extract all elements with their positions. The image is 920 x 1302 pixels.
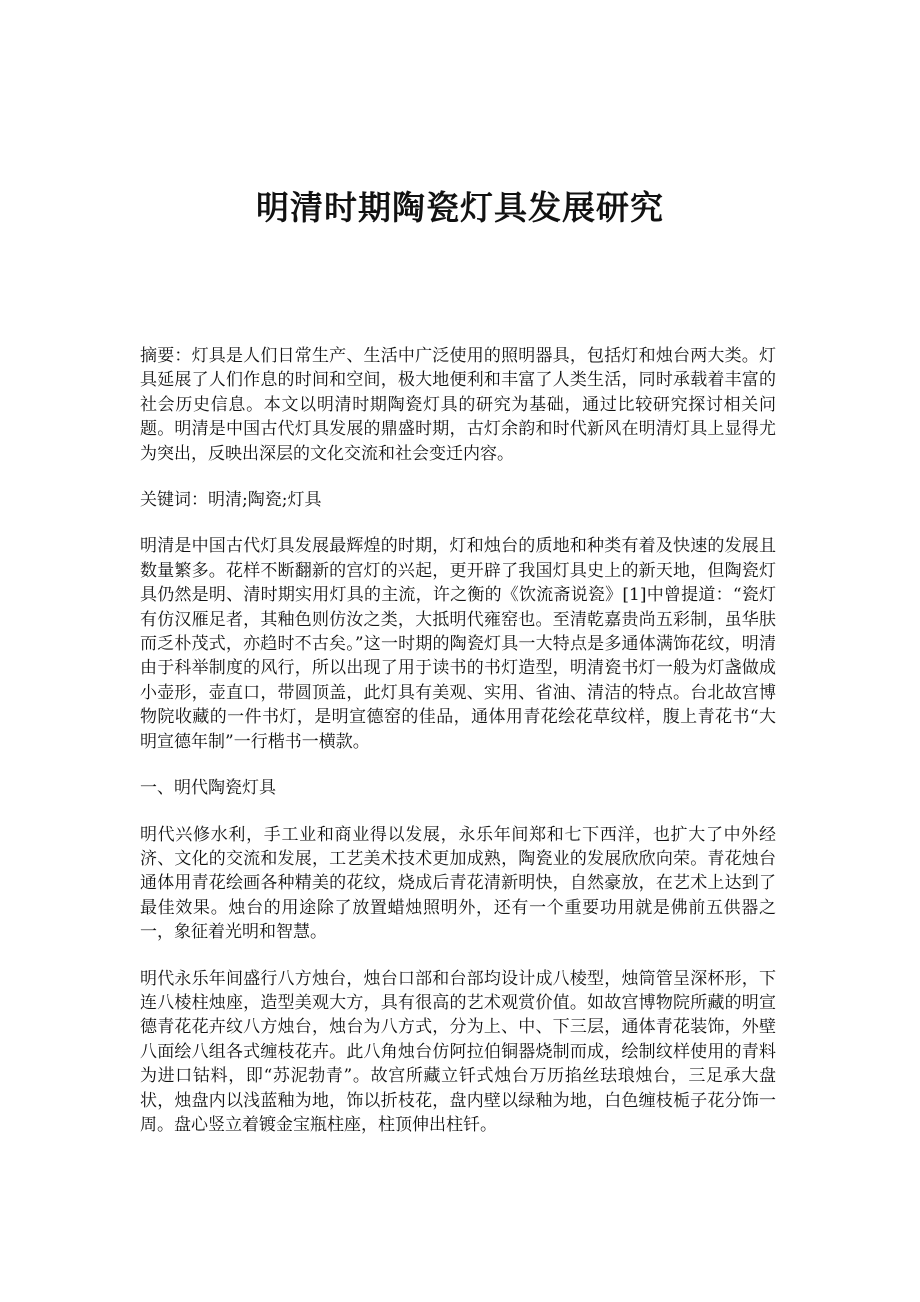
- intro-paragraph: 明清是中国古代灯具发展最辉煌的时期，灯和烛台的质地和种类有着及快速的发展且数量繁多。花样不断翻新的宫灯的兴起，更开辟了我国灯具史上的新天地，但陶瓷灯具仍然是明、清时期实用灯具的主流，许之衡的《饮流斋说瓷》[1]中曾提道：“瓷灯有仿汉雁足者，其釉色则仿汝之类，大抵明代雍窑也。至清乾嘉贵尚五彩制，虽华肤而乏朴茂式，亦趋时不古矣。”这一时期的陶瓷灯具一大特点是多通体满饰花纹，明清由于科举制度的风行，所以出现了用于读书的书灯造型，明清瓷书灯一般为灯盏做成小壶形，壶直口，带圆顶盖，此灯具有美观、实用、省油、清洁的特点。台北故宫博物院收藏的一件书灯，是明宣德窑的佳品，通体用青花绘花草纹样，腹上青花书“大明宣德年制”一行楷书一横款。: [140, 536, 776, 752]
- section-heading: 一、明代陶瓷灯具: [140, 778, 276, 799]
- document-title: 明清时期陶瓷灯具发展研究: [256, 188, 664, 227]
- abstract-paragraph: 摘要：灯具是人们日常生产、生活中广泛使用的照明器具，包括灯和烛台两大类。灯具延展了人们作息的时间和空间，极大地便利和丰富了人类生活，同时承载着丰富的社会历史信息。本文以明清时期陶瓷灯具的研究为基础，通过比较研究探讨相关问题。明清是中国古代灯具发展的鼎盛时期，古灯余韵和时代新风在明清灯具上显得尤为突出，反映出深层的文化交流和社会变迁内容。: [140, 346, 776, 464]
- keywords-paragraph: 关键词：明清;陶瓷;灯具: [140, 490, 322, 511]
- body-paragraph: 明代兴修水利，手工业和商业得以发展，永乐年间郑和七下西洋，也扩大了中外经济、文化的交流和发展，工艺美术技术更加成熟，陶瓷业的发展欣欣向荣。青花烛台通体用青花绘画各种精美的花纹，烧成后青花清新明快，自然豪放，在艺术上达到了最佳效果。烛台的用途除了放置蜡烛照明外，还有一个重要功用就是佛前五供器之一，象征着光明和智慧。: [140, 824, 776, 943]
- document-body: [140, 344, 776, 1137]
- body-paragraph: 明代永乐年间盛行八方烛台，烛台口部和台部均设计成八棱型，烛筒管呈深杯形，下连八棱柱烛座，造型美观大方，具有很高的艺术观赏价值。如故宫博物院所藏的明宣德青花花卉纹八方烛台，烛台为八方式，分为上、中、下三层，通体青花装饰，外壁八面绘八组各式缠枝花卉。此八角烛台仿阿拉伯铜器烧制而成，绘制纹样使用的青料为进口钴料，即“苏泥勃青”。故宫所藏立钎式烛台万历掐丝珐琅烛台，三足承大盘状，烛盘内以浅蓝釉为地，饰以折枝花，盘内壁以绿釉为地，白色缠枝栀子花分饰一周。盘心竖立着镀金宝瓶柱座，柱顶伸出柱钎。: [140, 968, 776, 1135]
